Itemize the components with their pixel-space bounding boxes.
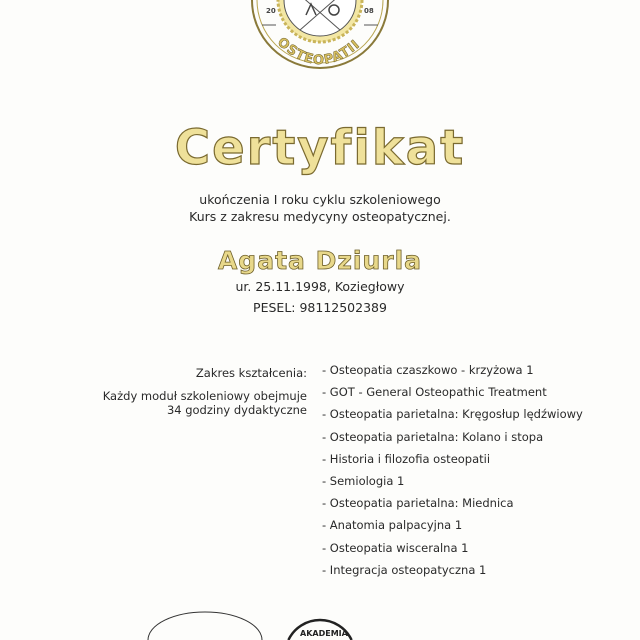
module-note-1: Każdy moduł szkoleniowy obejmuje [102,389,307,403]
module-item: - Semiologia 1 [322,474,405,488]
pesel: PESEL: 98112502389 [253,300,387,315]
module-item: - Integracja osteopatyczna 1 [322,562,487,577]
module-item: - GOT - General Osteopathic Treatment [322,385,547,400]
academy-seal-logo [250,0,390,90]
scope-label: Zakres kształcenia: [195,366,307,380]
seal-year-right: 08 [364,7,374,15]
signature [148,612,262,640]
module-item: - Osteopatia parietalna: Miednica [322,496,514,511]
birth-info: ur. 25.11.1998, Koziegłowy [235,279,405,294]
subtitle-line-1: ukończenia I roku cyklu szkoleniowego [199,192,441,207]
module-item: - Anatomia palpacyjna 1 [322,518,463,533]
module-item: - Osteopatia parietalna: Kolano i stopa [322,429,544,444]
module-item: - Osteopatia parietalna: Kręgosłup lędźwiowy [322,407,583,422]
subtitle-line-2: Kurs z zakresu medycyny osteopatycznej. [189,209,451,224]
signature-and-stamp [0,595,640,640]
module-item: - Osteopatia czaszkowo - krzyżowa 1 [322,363,534,377]
seal-text: OSTEOPATII [274,34,364,69]
module-note-2: 34 godziny dydaktyczne [166,403,307,417]
stamp-text: AKADEMIA [300,629,348,638]
module-item: - Historia i filozofia osteopatii [322,451,491,466]
recipient-name: Agata Dziurla [217,246,423,275]
seal-year-left: 20 [266,7,276,15]
module-item: - Osteopatia wisceralna 1 [322,540,469,555]
certificate-title: Certyfikat [174,120,466,176]
